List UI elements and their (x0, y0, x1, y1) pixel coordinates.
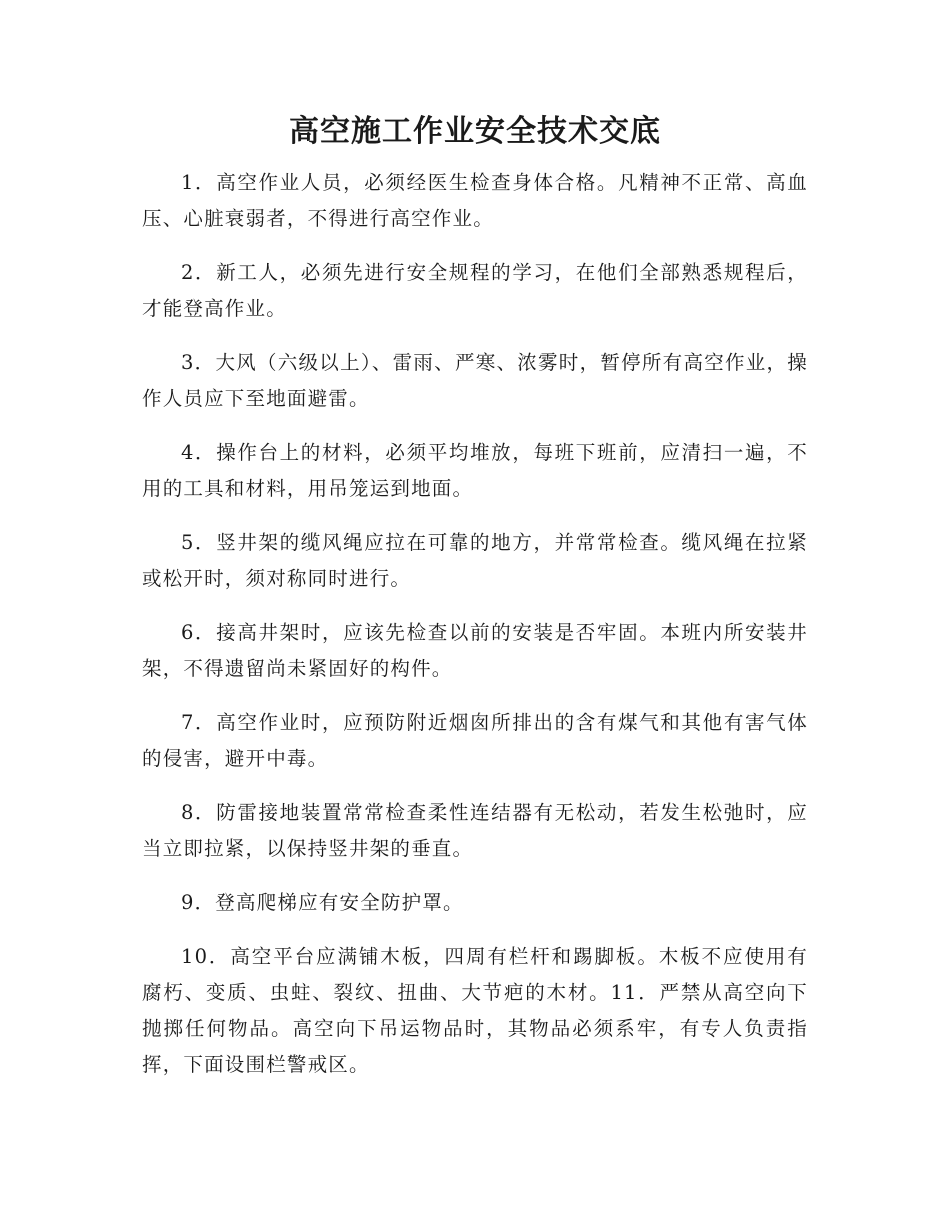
paragraph-6: 6．接高井架时，应该先检查以前的安装是否牢固。本班内所安装井架，不得遗留尚未紧固好的构件。 (142, 621, 808, 680)
paragraph-8: 8．防雷接地装置常常检查柔性连结器有无松动，若发生松弛时，应当立即拉紧，以保持竖井架的垂直。 (142, 801, 808, 860)
document-body (142, 165, 808, 1101)
paragraph-1: 1．高空作业人员，必须经医生检查身体合格。凡精神不正常、高血压、心脏衰弱者，不得进行高空作业。 (142, 171, 808, 230)
paragraph-2: 2．新工人，必须先进行安全规程的学习，在他们全部熟悉规程后，才能登高作业。 (142, 261, 808, 320)
paragraph-5: 5．竖井架的缆风绳应拉在可靠的地方，并常常检查。缆风绳在拉紧或松开时，须对称同时进行。 (142, 531, 808, 590)
paragraph-3: 3．大风（六级以上）、雷雨、严寒、浓雾时，暂停所有高空作业，操作人员应下至地面避雷。 (142, 351, 808, 410)
paragraph-10: 10．高空平台应满铺木板，四周有栏杆和踢脚板。木板不应使用有腐朽、变质、虫蛀、裂纹、扭曲、大节疤的木材。11．严禁从高空向下抛掷任何物品。高空向下吊运物品时，其物品必须系牢，有专人负责指挥，下面设围栏警戒区。 (142, 945, 808, 1076)
paragraph-7: 7．高空作业时，应预防附近烟囱所排出的含有煤气和其他有害气体的侵害，避开中毒。 (142, 711, 808, 770)
document-title: 高空施工作业安全技术交底 (289, 114, 661, 149)
paragraph-4: 4．操作台上的材料，必须平均堆放，每班下班前，应清扫一遍，不用的工具和材料，用吊笼运到地面。 (142, 441, 808, 500)
paragraph-9: 9．登高爬梯应有安全防护罩。 (181, 891, 464, 914)
